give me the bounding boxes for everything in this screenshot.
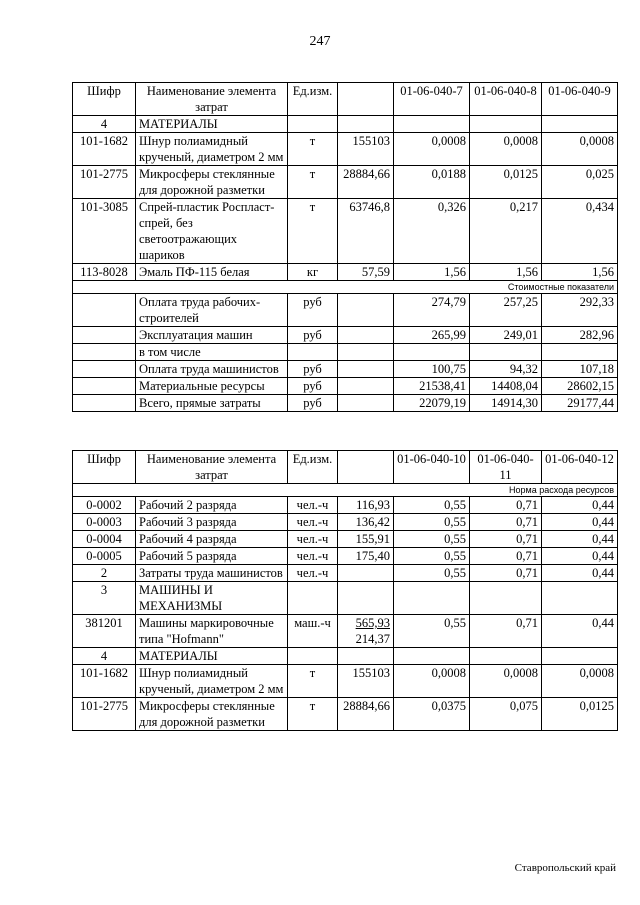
header-col-1: 01-06-040-10 xyxy=(394,451,470,484)
row-value-1: 1,56 xyxy=(394,264,470,281)
row-value-1: 0,0188 xyxy=(394,166,470,199)
section-code: 4 xyxy=(73,648,136,665)
cost-unit: руб xyxy=(288,378,338,395)
cost-indicators-label: Стоимостные показатели xyxy=(73,281,618,294)
row-value-2: 0,71 xyxy=(470,514,542,531)
header-col-2: 01-06-040-11 xyxy=(470,451,542,484)
cost-row xyxy=(73,294,618,327)
table-row xyxy=(73,264,618,281)
section-row xyxy=(73,648,618,665)
section-title: МАШИНЫ И МЕХАНИЗМЫ xyxy=(136,582,288,615)
table-row xyxy=(73,514,618,531)
row-code: 0-0003 xyxy=(73,514,136,531)
row-value-3: 0,0008 xyxy=(542,665,618,698)
table-row xyxy=(73,665,618,698)
subheader-row xyxy=(73,281,618,294)
row-value-2: 0,71 xyxy=(470,497,542,514)
estimate-table-1 xyxy=(72,82,618,412)
estimate-table-2 xyxy=(72,450,618,731)
row-value-3: 0,025 xyxy=(542,166,618,199)
row-code: 0-0002 xyxy=(73,497,136,514)
cost-name: Оплата труда рабочих-строителей xyxy=(136,294,288,327)
row-value-1: 0,0008 xyxy=(394,665,470,698)
row-price: 28884,66 xyxy=(338,698,394,731)
row-value-2: 0,71 xyxy=(470,565,542,582)
cost-value-3: 29177,44 xyxy=(542,395,618,412)
cost-name: Эксплуатация машин xyxy=(136,327,288,344)
row-name: Микросферы стеклянные для дорожной разметки xyxy=(136,698,288,731)
cost-value-1: 22079,19 xyxy=(394,395,470,412)
row-unit: чел.-ч xyxy=(288,548,338,565)
row-value-3: 0,0125 xyxy=(542,698,618,731)
row-unit: т xyxy=(288,199,338,264)
row-unit: чел.-ч xyxy=(288,514,338,531)
cost-value-3: 292,33 xyxy=(542,294,618,327)
cost-row xyxy=(73,344,618,361)
cost-value-3: 282,96 xyxy=(542,327,618,344)
row-unit: кг xyxy=(288,264,338,281)
row-unit: чел.-ч xyxy=(288,531,338,548)
row-code: 101-2775 xyxy=(73,166,136,199)
row-name: Рабочий 4 разряда xyxy=(136,531,288,548)
row-value-1: 0,326 xyxy=(394,199,470,264)
row-code: 101-2775 xyxy=(73,698,136,731)
row-value-1: 0,55 xyxy=(394,615,470,648)
cost-value-2: 94,32 xyxy=(470,361,542,378)
header-unit: Ед.изм. xyxy=(288,83,338,116)
row-code: 113-8028 xyxy=(73,264,136,281)
section-code: 4 xyxy=(73,116,136,133)
row-price-primary: 565,93 xyxy=(355,616,390,630)
row-price: 155,91 xyxy=(338,531,394,548)
table-row xyxy=(73,615,618,648)
row-unit: маш.-ч xyxy=(288,615,338,648)
row-price: 136,42 xyxy=(338,514,394,531)
header-price xyxy=(338,451,394,484)
row-value-2: 0,71 xyxy=(470,615,542,648)
section-row xyxy=(73,582,618,615)
table-header-row xyxy=(73,451,618,484)
cost-row xyxy=(73,327,618,344)
row-value-3: 0,44 xyxy=(542,497,618,514)
table-row xyxy=(73,133,618,166)
cost-value-3: 28602,15 xyxy=(542,378,618,395)
row-value-1: 0,55 xyxy=(394,531,470,548)
row-price: 175,40 xyxy=(338,548,394,565)
row-unit: т xyxy=(288,133,338,166)
section-code: 3 xyxy=(73,582,136,615)
row-value-2: 0,71 xyxy=(470,531,542,548)
header-col-3: 01-06-040-12 xyxy=(542,451,618,484)
header-col-3: 01-06-040-9 xyxy=(542,83,618,116)
row-code: 0-0005 xyxy=(73,548,136,565)
row-unit: чел.-ч xyxy=(288,565,338,582)
header-col-2: 01-06-040-8 xyxy=(470,83,542,116)
row-value-3: 0,44 xyxy=(542,514,618,531)
header-price xyxy=(338,83,394,116)
row-price: 116,93 xyxy=(338,497,394,514)
cost-value-2: 14408,04 xyxy=(470,378,542,395)
cost-value-2: 249,01 xyxy=(470,327,542,344)
row-value-2: 1,56 xyxy=(470,264,542,281)
row-value-1: 0,55 xyxy=(394,497,470,514)
row-code: 0-0004 xyxy=(73,531,136,548)
cost-row xyxy=(73,378,618,395)
subheader-row xyxy=(73,484,618,497)
row-unit: т xyxy=(288,665,338,698)
cost-name: в том числе xyxy=(136,344,288,361)
row-unit: т xyxy=(288,698,338,731)
row-value-2: 0,71 xyxy=(470,548,542,565)
row-value-3: 0,44 xyxy=(542,548,618,565)
row-name: Рабочий 2 разряда xyxy=(136,497,288,514)
resource-norm-label: Норма расхода ресурсов xyxy=(73,484,618,497)
header-name: Наименование элемента затрат xyxy=(136,451,288,484)
row-value-1: 0,55 xyxy=(394,548,470,565)
row-value-3: 0,434 xyxy=(542,199,618,264)
row-name: Затраты труда машинистов xyxy=(136,565,288,582)
row-name: Эмаль ПФ-115 белая xyxy=(136,264,288,281)
row-value-1: 0,0008 xyxy=(394,133,470,166)
table-row xyxy=(73,531,618,548)
footer-region: Ставропольский край xyxy=(514,862,616,874)
cost-name: Оплата труда машинистов xyxy=(136,361,288,378)
header-code: Шифр xyxy=(73,451,136,484)
row-value-2: 0,0008 xyxy=(470,665,542,698)
cost-name: Всего, прямые затраты xyxy=(136,395,288,412)
cost-unit: руб xyxy=(288,294,338,327)
cost-value-1: 100,75 xyxy=(394,361,470,378)
header-name: Наименование элемента затрат xyxy=(136,83,288,116)
row-value-3: 0,44 xyxy=(542,565,618,582)
header-col-1: 01-06-040-7 xyxy=(394,83,470,116)
row-price: 57,59 xyxy=(338,264,394,281)
cost-row xyxy=(73,361,618,378)
row-name: Машины маркировочные типа "Hofmann" xyxy=(136,615,288,648)
cost-unit: руб xyxy=(288,361,338,378)
row-price xyxy=(338,615,394,648)
cost-value-3: 107,18 xyxy=(542,361,618,378)
cost-name: Материальные ресурсы xyxy=(136,378,288,395)
table-row xyxy=(73,199,618,264)
row-name: Шнур полиамидный крученый, диаметром 2 мм xyxy=(136,133,288,166)
cost-unit: руб xyxy=(288,327,338,344)
cost-value-1: 265,99 xyxy=(394,327,470,344)
row-code: 2 xyxy=(73,565,136,582)
row-value-2: 0,0125 xyxy=(470,166,542,199)
cost-value-1: 274,79 xyxy=(394,294,470,327)
row-value-3: 0,44 xyxy=(542,615,618,648)
row-price: 28884,66 xyxy=(338,166,394,199)
cost-value-2: 14914,30 xyxy=(470,395,542,412)
row-value-3: 0,0008 xyxy=(542,133,618,166)
row-value-3: 1,56 xyxy=(542,264,618,281)
table-row xyxy=(73,548,618,565)
row-unit: чел.-ч xyxy=(288,497,338,514)
row-code: 101-1682 xyxy=(73,133,136,166)
row-price: 155103 xyxy=(338,665,394,698)
row-name: Рабочий 5 разряда xyxy=(136,548,288,565)
row-value-2: 0,075 xyxy=(470,698,542,731)
section-title: МАТЕРИАЛЫ xyxy=(136,648,288,665)
labor-row xyxy=(73,565,618,582)
row-price-secondary: 214,37 xyxy=(355,632,390,646)
row-name: Спрей-пластик Роспласт-спрей, без светоотражающих шариков xyxy=(136,199,288,264)
table-row xyxy=(73,497,618,514)
cost-row xyxy=(73,395,618,412)
row-name: Рабочий 3 разряда xyxy=(136,514,288,531)
table-header-row xyxy=(73,83,618,116)
row-value-1: 0,55 xyxy=(394,514,470,531)
page-number: 247 xyxy=(309,34,331,49)
cost-value-2: 257,25 xyxy=(470,294,542,327)
header-unit: Ед.изм. xyxy=(288,451,338,484)
row-value-2: 0,217 xyxy=(470,199,542,264)
row-code: 381201 xyxy=(73,615,136,648)
row-name: Шнур полиамидный крученый, диаметром 2 мм xyxy=(136,665,288,698)
section-title: МАТЕРИАЛЫ xyxy=(136,116,288,133)
row-unit: т xyxy=(288,166,338,199)
row-value-3: 0,44 xyxy=(542,531,618,548)
row-name: Микросферы стеклянные для дорожной разметки xyxy=(136,166,288,199)
row-code: 101-1682 xyxy=(73,665,136,698)
cost-value-1: 21538,41 xyxy=(394,378,470,395)
row-value-1: 0,55 xyxy=(394,565,470,582)
row-price: 63746,8 xyxy=(338,199,394,264)
row-price: 155103 xyxy=(338,133,394,166)
table-row xyxy=(73,166,618,199)
cost-unit: руб xyxy=(288,395,338,412)
row-value-2: 0,0008 xyxy=(470,133,542,166)
row-value-1: 0,0375 xyxy=(394,698,470,731)
header-code: Шифр xyxy=(73,83,136,116)
table-row xyxy=(73,698,618,731)
section-row xyxy=(73,116,618,133)
row-code: 101-3085 xyxy=(73,199,136,264)
